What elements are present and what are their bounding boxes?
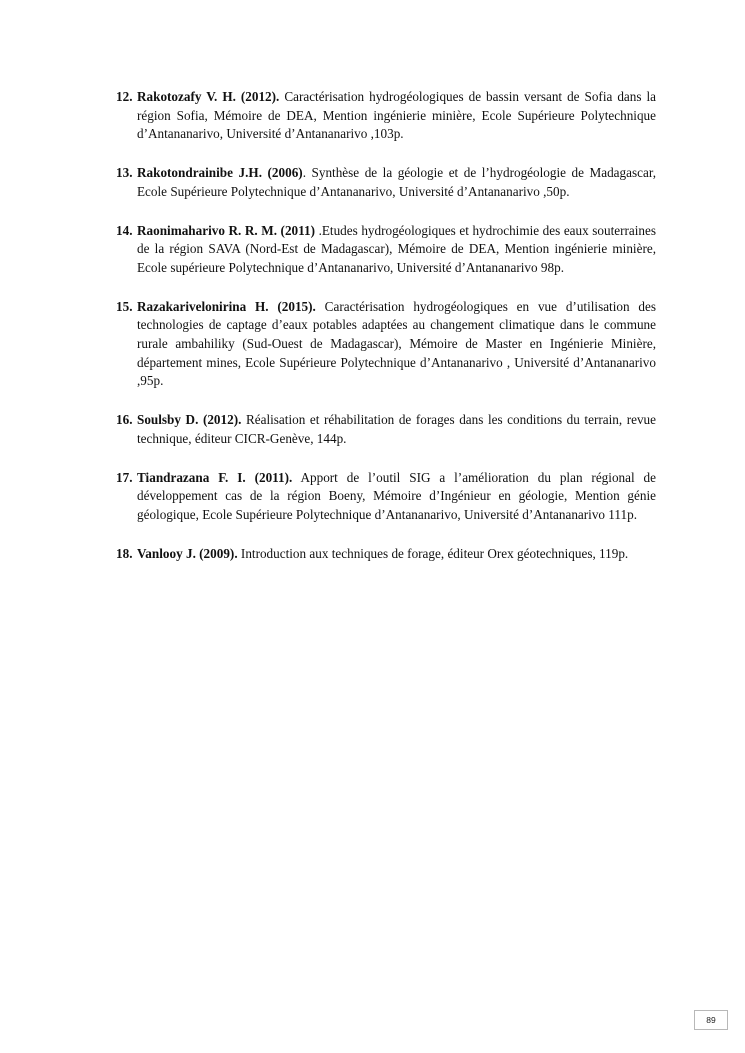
reference-text: Caractérisation hydrogéologiques de bassin versant de Sofia dans la région Sofia, Mémoire de DEA, Mention ingénierie minière, Ecole Supérieure Polytechnique d’Antananarivo, Université d’Antananarivo ,103p.: [137, 89, 656, 142]
reference-text: Apport de l’outil SIG a l’amélioration du plan régional de développement cas de la région Boeny, Mémoire d’Ingénieur en géologie, Mention génie géologique, Ecole Supérieure Polytechnique d’Antananarivo, Université d’Antananarivo 111p.: [137, 469, 656, 522]
reference-number: 12.: [116, 89, 133, 104]
reference-author: Soulsby D. (2012).: [137, 412, 242, 428]
reference-text: Réalisation et réhabilitation de forages dans les conditions du terrain, revue technique, éditeur CICR-Genève, 144p.: [137, 412, 656, 446]
reference-author: Razakarivelonirina H. (2015).: [137, 298, 316, 314]
reference-author: Tiandrazana F. I. (2011).: [137, 469, 293, 485]
reference-number: 13.: [116, 165, 133, 181]
reference-item: [116, 164, 656, 201]
reference-author: Rakotozafy V. H. (2012).: [137, 89, 280, 104]
reference-text: Caractérisation hydrogéologiques en vue d’utilisation des technologies de captage d’eaux potables adaptées au changement climatique dans le commune rurale ambahiliky (Sud-Ouest de Madagascar), Mémoire de Master en Ingénierie Minière, département mines, Ecole Supérieure Polytechnique d’Antananarivo , Université d’Antananarivo ,95p.: [137, 298, 656, 389]
reference-item: [116, 222, 656, 278]
reference-item: [116, 411, 656, 448]
reference-text: Introduction aux techniques de forage, éditeur Orex géotechniques, 119p.: [237, 545, 629, 561]
reference-number: 14.: [116, 222, 133, 238]
reference-item: [116, 298, 656, 392]
reference-author: Raonimaharivo R. R. M. (2011): [137, 222, 315, 238]
reference-item: [116, 545, 656, 564]
reference-number: 16.: [116, 412, 133, 428]
reference-text: .Etudes hydrogéologiques et hydrochimie des eaux souterraines de la région SAVA (Nord-Est de Madagascar), Mémoire de DEA, Mention ingénierie minière, Ecole supérieure Polytechnique d’Antananarivo, Université d’Antananarivo 98p.: [137, 222, 656, 275]
reference-author: Vanlooy J. (2009).: [137, 545, 238, 561]
reference-number: 15.: [116, 298, 133, 314]
reference-list: [116, 88, 656, 583]
reference-item: [116, 469, 656, 525]
page-number: 89: [694, 1010, 728, 1030]
reference-number: 18.: [116, 545, 133, 561]
reference-item: [116, 88, 656, 144]
reference-number: 17.: [116, 469, 133, 485]
reference-text: . Synthèse de la géologie et de l’hydrogéologie de Madagascar, Ecole Supérieure Polytechnique d’Antananarivo, Université d’Antananarivo ,50p.: [137, 165, 656, 199]
reference-author: Rakotondrainibe J.H. (2006): [137, 165, 303, 181]
